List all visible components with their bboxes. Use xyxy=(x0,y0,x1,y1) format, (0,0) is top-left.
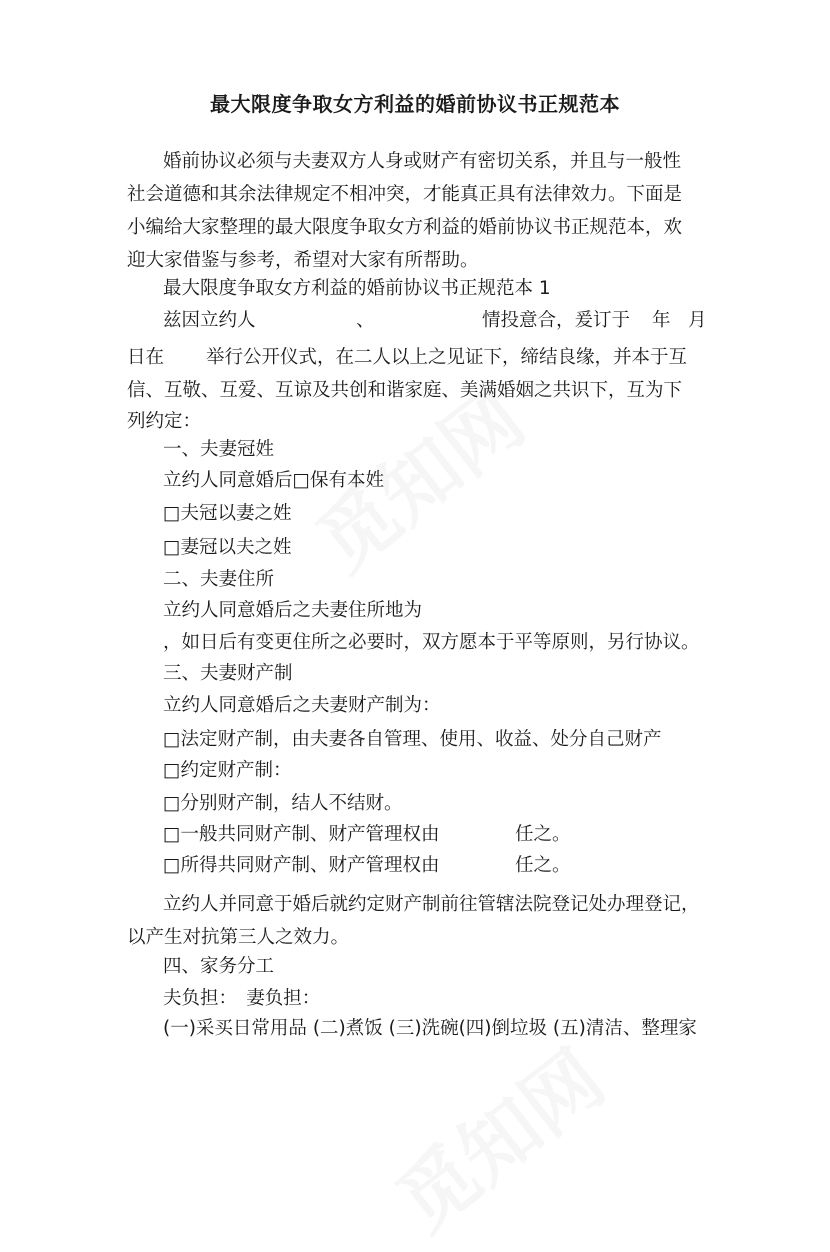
section-heading: 一、夫妻冠姓 xyxy=(163,439,275,460)
clause-line: □所得共同财产制、财产管理权由 xyxy=(163,855,440,876)
opening-text: 举行公开仪式，在二人以上之见证下，缔结良缘，并本于互 xyxy=(206,347,688,368)
clause-line: 任之。 xyxy=(515,824,571,845)
clause-line: □约定财产制： xyxy=(163,760,292,781)
clause-line: 任之。 xyxy=(515,855,571,876)
intro-line: 迎大家借鉴与参考，希望对大家有所帮助。 xyxy=(127,250,479,271)
opening-text: 年 xyxy=(652,310,671,331)
clause-line: □分别财产制，结人不结财。 xyxy=(163,793,403,814)
section-heading: 三、夫妻财产制 xyxy=(163,663,293,684)
section-heading: 四、家务分工 xyxy=(163,956,275,977)
clause-line: □一般共同财产制、财产管理权由 xyxy=(163,824,440,845)
clause-line: □法定财产制，由夫妻各自管理、使用、收益、处分自己财产 xyxy=(163,729,662,750)
opening-text: 兹因立约人 xyxy=(163,310,256,331)
clause-line: 夫负担： 妻负担： xyxy=(163,988,321,1009)
intro-line: 社会道德和其余法律规定不相冲突，才能真正具有法律效力。下面是 xyxy=(127,184,683,205)
watermark xyxy=(370,1020,623,1252)
document-title: 最大限度争取女方利益的婚前协议书正规范本 xyxy=(210,92,620,116)
intro-line: 小编给大家整理的最大限度争取女方利益的婚前协议书正规范本，欢 xyxy=(127,217,683,238)
clause-line: □妻冠以夫之姓 xyxy=(163,537,292,558)
opening-text: 列约定： xyxy=(127,411,202,432)
intro-line: 婚前协议必须与夫妻双方人身或财产有密切关系，并且与一般性 xyxy=(163,151,682,172)
clause-line: ，如日后有变更住所之必要时，双方愿本于平等原则，另行协议。 xyxy=(163,632,700,653)
clause-line: 以产生对抗第三人之效力。 xyxy=(127,927,350,948)
clause-line: 立约人同意婚后之夫妻住所地为 xyxy=(163,600,423,621)
clause-line: (一)采买日常用品 (二)煮饭 (三)洗碗(四)倒垃圾 (五)清洁、整理家 xyxy=(163,1018,697,1039)
clause-line: 立约人同意婚后□保有本姓 xyxy=(163,470,384,491)
opening-text: 、 xyxy=(356,310,375,331)
section-heading: 二、夫妻住所 xyxy=(163,569,275,590)
clause-line: 立约人同意婚后之夫妻财产制为： xyxy=(163,695,441,716)
clause-line: □夫冠以妻之姓 xyxy=(163,503,292,524)
opening-text: 月 xyxy=(688,310,707,331)
opening-text: 日在 xyxy=(127,347,165,368)
clause-line: 立约人并同意于婚后就约定财产制前往管辖法院登记处办理登记， xyxy=(163,894,700,915)
opening-text: 情投意合，爰订于 xyxy=(482,310,631,331)
section-subtitle: 最大限度争取女方利益的婚前协议书正规范本 1 xyxy=(163,278,551,299)
opening-text: 信、互敬、互爱、互谅及共创和谐家庭、美满婚姻之共识下，互为下 xyxy=(127,380,683,401)
